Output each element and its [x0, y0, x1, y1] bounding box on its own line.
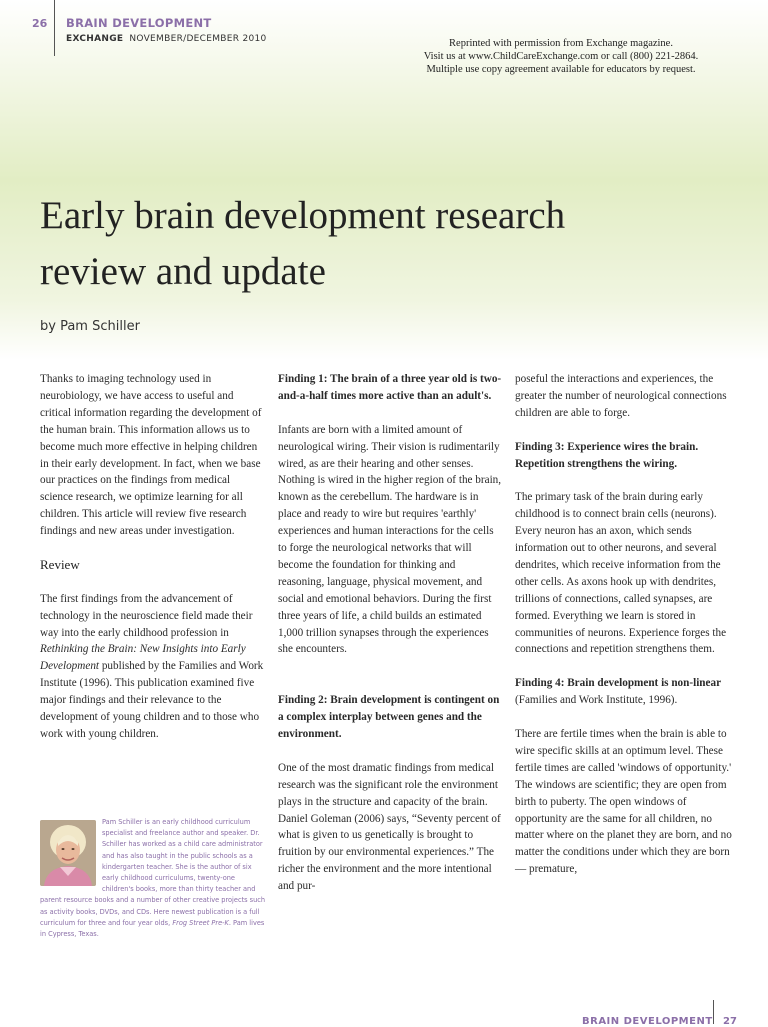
- author-bio: [40, 817, 268, 957]
- title-line: review and update: [40, 250, 326, 293]
- reprint-notice: [396, 37, 726, 76]
- column-2: [278, 371, 502, 912]
- footer-page-number: 27: [723, 1016, 737, 1027]
- finding-3-heading: Finding 3: Experience wires the brain. Repetition strengthens the wiring.: [515, 440, 699, 470]
- bio-spacer: [40, 817, 102, 889]
- reprint-line: Visit us at www.ChildCareExchange.com or call (800) 221-2864.: [423, 51, 699, 62]
- continued-text: poseful the interactions and experiences, the greater the number of neurological connections children are able to forge.: [515, 373, 727, 419]
- reprint-line: Multiple use copy agreement available for educators by request.: [426, 64, 696, 75]
- footer-section-title: BRAIN DEVELOPMENT: [582, 1016, 713, 1027]
- finding-1-heading: Finding 1: The brain of a three year old is two-and-a-half times more active than an adult's.: [278, 373, 502, 402]
- column-1: [40, 371, 264, 760]
- page-footer: [0, 1000, 768, 1027]
- header-divider: [54, 0, 55, 56]
- magazine-issue: [66, 34, 267, 44]
- bio-curriculum: Frog Street Pre-K: [172, 918, 229, 927]
- byline: by Pam Schiller: [40, 319, 140, 334]
- bio-text: [40, 817, 268, 940]
- finding-4-citation: (Families and Work Institute, 1996).: [515, 694, 678, 707]
- intro-paragraph: Thanks to imaging technology used in neurobiology, we have access to useful and critical information regarding the development of the human brain. This information allows us to become much more effective in helping children in their early development. In fact, when we base our practices on the findings from medical science research, we optimize learning for all children. This article will review five research findings and new areas under investigation.: [40, 373, 262, 538]
- article-title: [40, 188, 720, 300]
- finding-4-text: There are fertile times when the brain is able to wire specific skills at an optimum level. These fertile times are called 'windows of opportunity.' The windows are scientific; they are open from birth to puberty. The open windows of opportunity are the same for all children, no matter where on the planet they are born, and no matter the conditions under which they are born — premature,: [515, 727, 732, 876]
- column-3: [515, 371, 739, 895]
- finding-4-heading-para: [515, 675, 739, 709]
- finding-4-heading: Finding 4: Brain development is non-linear: [515, 677, 722, 690]
- review-text: The first findings from the advancement of technology in the neuroscience field made their way into the early childhood profession in: [40, 592, 253, 639]
- title-line: Early brain development research: [40, 194, 566, 237]
- page-header: [0, 0, 768, 75]
- finding-3-text: The primary task of the brain during early childhood is to connect brain cells (neurons). Every neuron has an axon, which sends information out to other neurons, and several dendrites, which receive information from the other cells. As axons hook up with dendrites, trillions of connections, called synapses, are formed. Everything we learn is stored in communities of neurons. Experience forges the connections and repetition strengthens them.: [515, 491, 727, 656]
- review-text: published by the Families and Work Institute (1996). This publication examined five major findings and their relevance to the development of young children and to those who work with young children.: [40, 660, 264, 740]
- finding-2-heading: Finding 2: Brain development is contingent on a complex interplay between genes and the environment.: [278, 694, 500, 740]
- issue-date: NOVEMBER/DECEMBER 2010: [129, 34, 267, 44]
- review-paragraph: [40, 591, 264, 743]
- reprint-line: Reprinted with permission from Exchange magazine.: [449, 38, 673, 49]
- page-number: 26: [32, 17, 48, 30]
- bio-text-part: Pam Schiller is an early childhood curriculum specialist and freelance author and speaker. Dr. Schiller has worked as a child care administrator and has also taught in the public schools as a kindergarten teacher. She is the author of six early childhood curriculums, twenty-one children's books, more than thirty teacher and parent resource books and a number of other creative projects such as activity books, DVDs, and CDs. Here newest publication is a full curriculum for three and four year olds,: [40, 818, 266, 927]
- spacer: [278, 675, 502, 692]
- magazine-name: EXCHANGE: [66, 34, 124, 44]
- footer-divider: [713, 1000, 714, 1024]
- finding-1-text: Infants are born with a limited amount of neurological wiring. Their vision is rudimentarily wired, as are their hearing and other senses. Nothing is wired in the higher region of the brain, known as the cerebellum. The hardware is in place and ready to wire but requires 'earthly' experiences and human interactions for the cells to forge the neurological networks that will become the foundation for thinking and reasoning, language, physical movement, and social and emotional behaviors. During the first three years of life, a child builds an estimated 1,000 trillion synapses through the experiences she encounters.: [278, 423, 502, 656]
- book-title: Rethinking the Brain: New Insights into Early Development: [40, 643, 246, 673]
- review-heading: Review: [40, 556, 80, 572]
- finding-2-text: One of the most dramatic findings from medical research was the significant role the environment plays in the structure and capacity of the brain. Daniel Goleman (2006) says, “Seventy percent of what is given to us genetically is brought to fruition by our environmental experiences.” The richer the environment and the more intentional and pur-: [278, 761, 501, 893]
- section-title: BRAIN DEVELOPMENT: [66, 16, 212, 30]
- bio-text-part: . Pam lives in Cypress, Texas.: [40, 918, 265, 939]
